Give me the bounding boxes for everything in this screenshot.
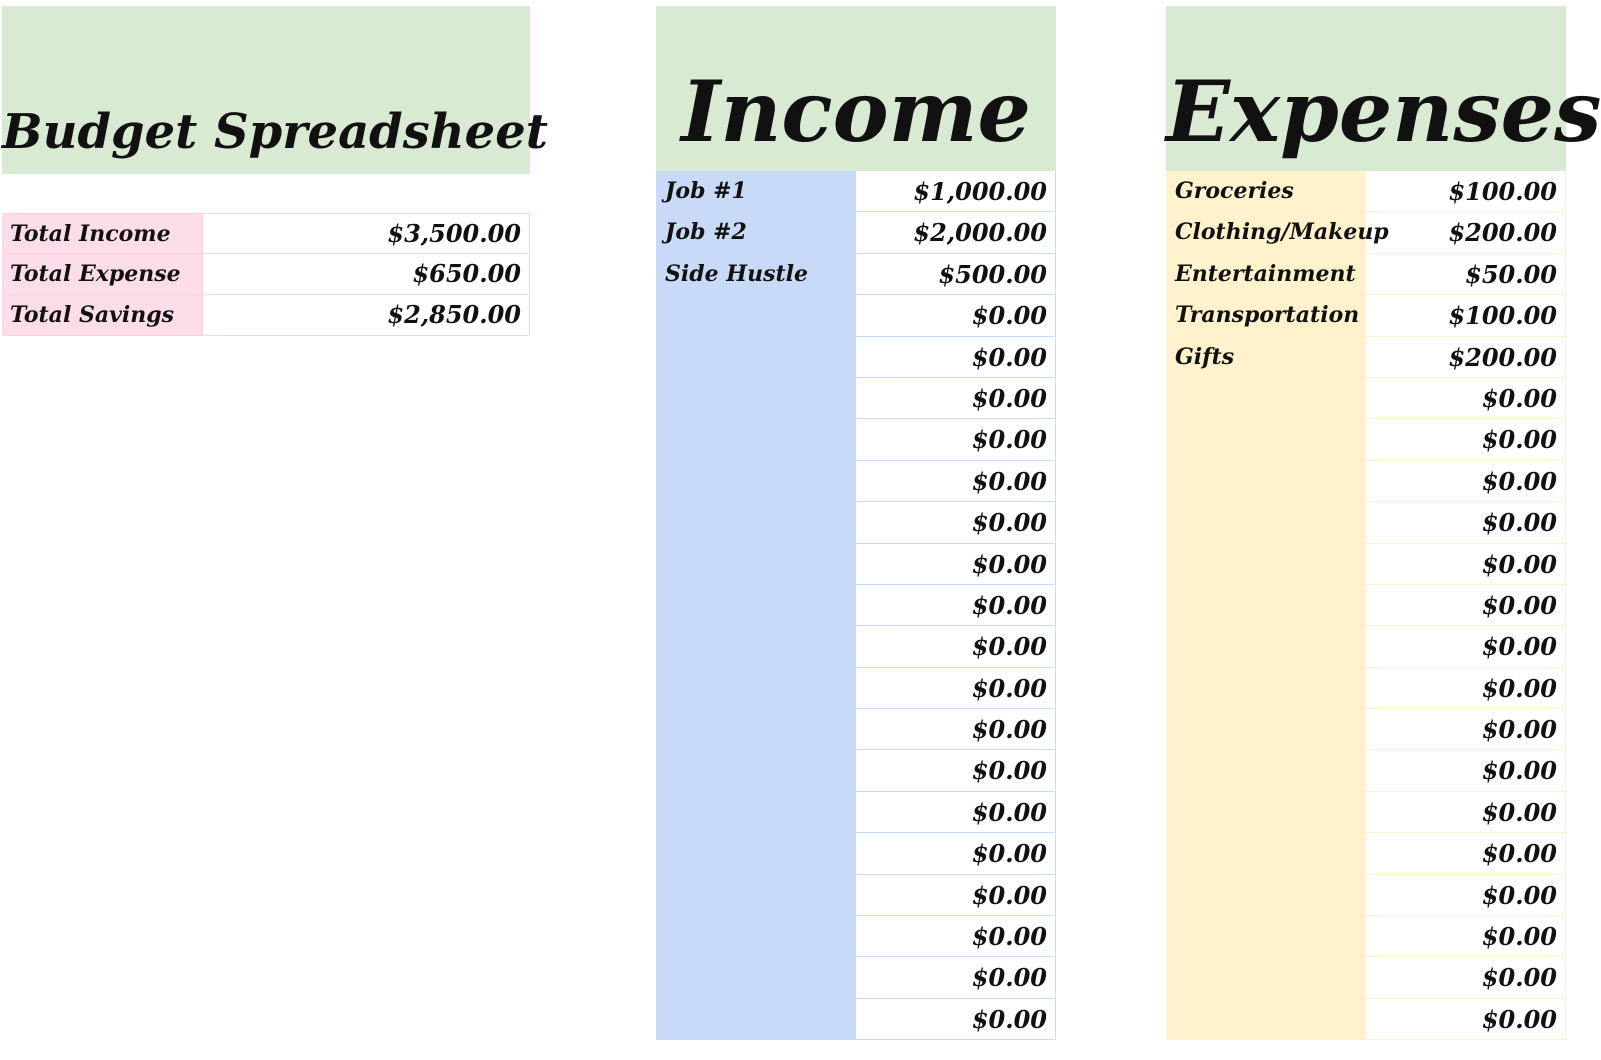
expense-row [1166,461,1566,502]
expense-category-cell[interactable] [1166,916,1366,957]
income-row [656,585,1056,626]
income-category-cell[interactable] [656,419,856,460]
income-amount-cell[interactable]: $0.00 [856,626,1056,667]
income-amount-cell[interactable]: $1,000.00 [856,171,1056,212]
expense-amount-cell[interactable]: $0.00 [1366,957,1566,998]
expense-row [1166,916,1566,957]
expense-row [1166,999,1566,1040]
summary-row-savings [2,295,530,336]
expense-category-cell[interactable] [1166,502,1366,543]
expense-amount-cell[interactable]: $0.00 [1366,833,1566,874]
expenses-title: Expenses [1166,62,1601,161]
income-amount-cell[interactable]: $500.00 [856,254,1056,295]
income-row [656,171,1056,212]
income-amount-cell[interactable]: $0.00 [856,957,1056,998]
expense-category-cell[interactable] [1166,544,1366,585]
expense-category-cell[interactable]: Entertainment [1166,254,1366,295]
income-amount-cell[interactable]: $0.00 [856,585,1056,626]
expense-category-cell[interactable]: Clothing/Makeup [1166,212,1366,253]
expense-category-cell[interactable] [1166,626,1366,667]
expense-amount-cell[interactable]: $0.00 [1366,750,1566,791]
expense-amount-cell[interactable]: $0.00 [1366,461,1566,502]
income-category-cell[interactable] [656,502,856,543]
expense-category-cell[interactable] [1166,957,1366,998]
income-amount-cell[interactable]: $0.00 [856,916,1056,957]
summary-row-expense [2,254,530,295]
expense-amount-cell[interactable]: $0.00 [1366,709,1566,750]
expense-amount-cell[interactable]: $0.00 [1366,502,1566,543]
income-row [656,502,1056,543]
expense-row [1166,668,1566,709]
income-category-cell[interactable] [656,750,856,791]
expenses-header-cell[interactable] [1166,6,1601,171]
income-row [656,419,1056,460]
expense-amount-cell[interactable]: $0.00 [1366,626,1566,667]
expense-row [1166,709,1566,750]
summary-table [2,213,530,336]
expense-amount-cell[interactable]: $0.00 [1366,378,1566,419]
expense-category-cell[interactable]: Groceries [1166,171,1366,212]
income-amount-cell[interactable]: $0.00 [856,999,1056,1040]
summary-row-income [2,213,530,254]
expense-row [1166,626,1566,667]
income-amount-cell[interactable]: $0.00 [856,461,1056,502]
income-row [656,668,1056,709]
income-category-cell[interactable]: Job #2 [656,212,856,253]
income-row [656,709,1056,750]
income-category-cell[interactable] [656,544,856,585]
income-row [656,957,1056,998]
expense-category-cell[interactable] [1166,378,1366,419]
income-category-cell[interactable] [656,337,856,378]
income-category-cell[interactable] [656,461,856,502]
income-amount-cell[interactable]: $0.00 [856,502,1056,543]
expense-category-cell[interactable] [1166,792,1366,833]
income-category-cell[interactable] [656,999,856,1040]
expense-category-cell[interactable] [1166,461,1366,502]
expense-row [1166,502,1566,543]
sheet-title: Budget Spreadsheet [2,104,548,160]
total-income-label[interactable]: Total Income [2,214,202,253]
income-row [656,833,1056,874]
expense-category-cell[interactable] [1166,875,1366,916]
total-income-value[interactable]: $3,500.00 [202,214,530,253]
total-expense-label[interactable]: Total Expense [2,254,202,294]
income-category-cell[interactable] [656,875,856,916]
expense-amount-cell[interactable]: $200.00 [1366,337,1566,378]
income-row [656,378,1056,419]
income-title: Income [681,62,1031,161]
expense-row [1166,254,1566,295]
income-category-cell[interactable] [656,709,856,750]
expense-amount-cell[interactable]: $0.00 [1366,585,1566,626]
income-row [656,337,1056,378]
income-category-cell[interactable] [656,378,856,419]
expense-amount-cell[interactable]: $0.00 [1366,419,1566,460]
expense-amount-cell[interactable]: $0.00 [1366,668,1566,709]
expense-amount-cell[interactable]: $200.00 [1366,212,1566,253]
income-row [656,544,1056,585]
expenses-table [1166,171,1566,1060]
income-amount-cell[interactable]: $0.00 [856,792,1056,833]
income-category-cell[interactable]: Job #1 [656,171,856,212]
expense-category-cell[interactable] [1166,709,1366,750]
title-cell[interactable] [2,6,548,174]
expense-category-cell[interactable] [1166,419,1366,460]
income-row [656,626,1056,667]
expense-row [1166,212,1566,253]
expense-row [1166,792,1566,833]
expense-row [1166,544,1566,585]
expense-amount-cell[interactable]: $0.00 [1366,999,1566,1040]
expense-amount-cell[interactable]: $100.00 [1366,171,1566,212]
income-amount-cell[interactable]: $0.00 [856,709,1056,750]
expense-amount-cell[interactable]: $0.00 [1366,544,1566,585]
expense-category-cell[interactable] [1166,585,1366,626]
expense-amount-cell[interactable]: $0.00 [1366,916,1566,957]
income-amount-cell[interactable]: $0.00 [856,378,1056,419]
income-amount-cell[interactable]: $0.00 [856,419,1056,460]
income-category-cell[interactable] [656,295,856,336]
expense-row [1166,378,1566,419]
income-category-cell[interactable] [656,916,856,957]
total-expense-value[interactable]: $650.00 [202,254,530,294]
income-table [656,171,1056,1060]
income-category-cell[interactable]: Side Hustle [656,254,856,295]
income-header-cell[interactable] [656,6,1056,171]
expense-row [1166,833,1566,874]
income-row [656,999,1056,1040]
expense-category-cell[interactable] [1166,833,1366,874]
expense-amount-cell[interactable]: $50.00 [1366,254,1566,295]
expense-category-cell[interactable]: Gifts [1166,337,1366,378]
total-savings-value[interactable]: $2,850.00 [202,295,530,335]
income-category-cell[interactable] [656,585,856,626]
income-amount-cell[interactable]: $0.00 [856,544,1056,585]
income-amount-cell[interactable]: $0.00 [856,833,1056,874]
expense-row [1166,171,1566,212]
expense-amount-cell[interactable]: $0.00 [1366,792,1566,833]
expense-category-cell[interactable] [1166,750,1366,791]
income-category-cell[interactable] [656,792,856,833]
expense-row [1166,750,1566,791]
income-amount-cell[interactable]: $0.00 [856,668,1056,709]
expense-category-cell[interactable] [1166,999,1366,1040]
income-row [656,212,1056,253]
income-amount-cell[interactable]: $2,000.00 [856,212,1056,253]
income-category-cell[interactable] [656,626,856,667]
expense-row [1166,957,1566,998]
income-row [656,792,1056,833]
income-amount-cell[interactable]: $0.00 [856,337,1056,378]
income-category-cell[interactable] [656,833,856,874]
income-row [656,295,1056,336]
income-row [656,461,1056,502]
income-amount-cell[interactable]: $0.00 [856,295,1056,336]
expense-row [1166,585,1566,626]
total-savings-label[interactable]: Total Savings [2,295,202,335]
expense-amount-cell[interactable]: $100.00 [1366,295,1566,336]
income-category-cell[interactable] [656,957,856,998]
income-category-cell[interactable] [656,668,856,709]
income-amount-cell[interactable]: $0.00 [856,750,1056,791]
expense-amount-cell[interactable]: $0.00 [1366,875,1566,916]
expense-row [1166,875,1566,916]
income-row [656,254,1056,295]
expense-row [1166,295,1566,336]
expense-category-cell[interactable] [1166,668,1366,709]
expense-category-cell[interactable]: Transportation [1166,295,1366,336]
income-row [656,750,1056,791]
income-row [656,916,1056,957]
income-row [656,875,1056,916]
expense-row [1166,337,1566,378]
income-amount-cell[interactable]: $0.00 [856,875,1056,916]
expense-row [1166,419,1566,460]
